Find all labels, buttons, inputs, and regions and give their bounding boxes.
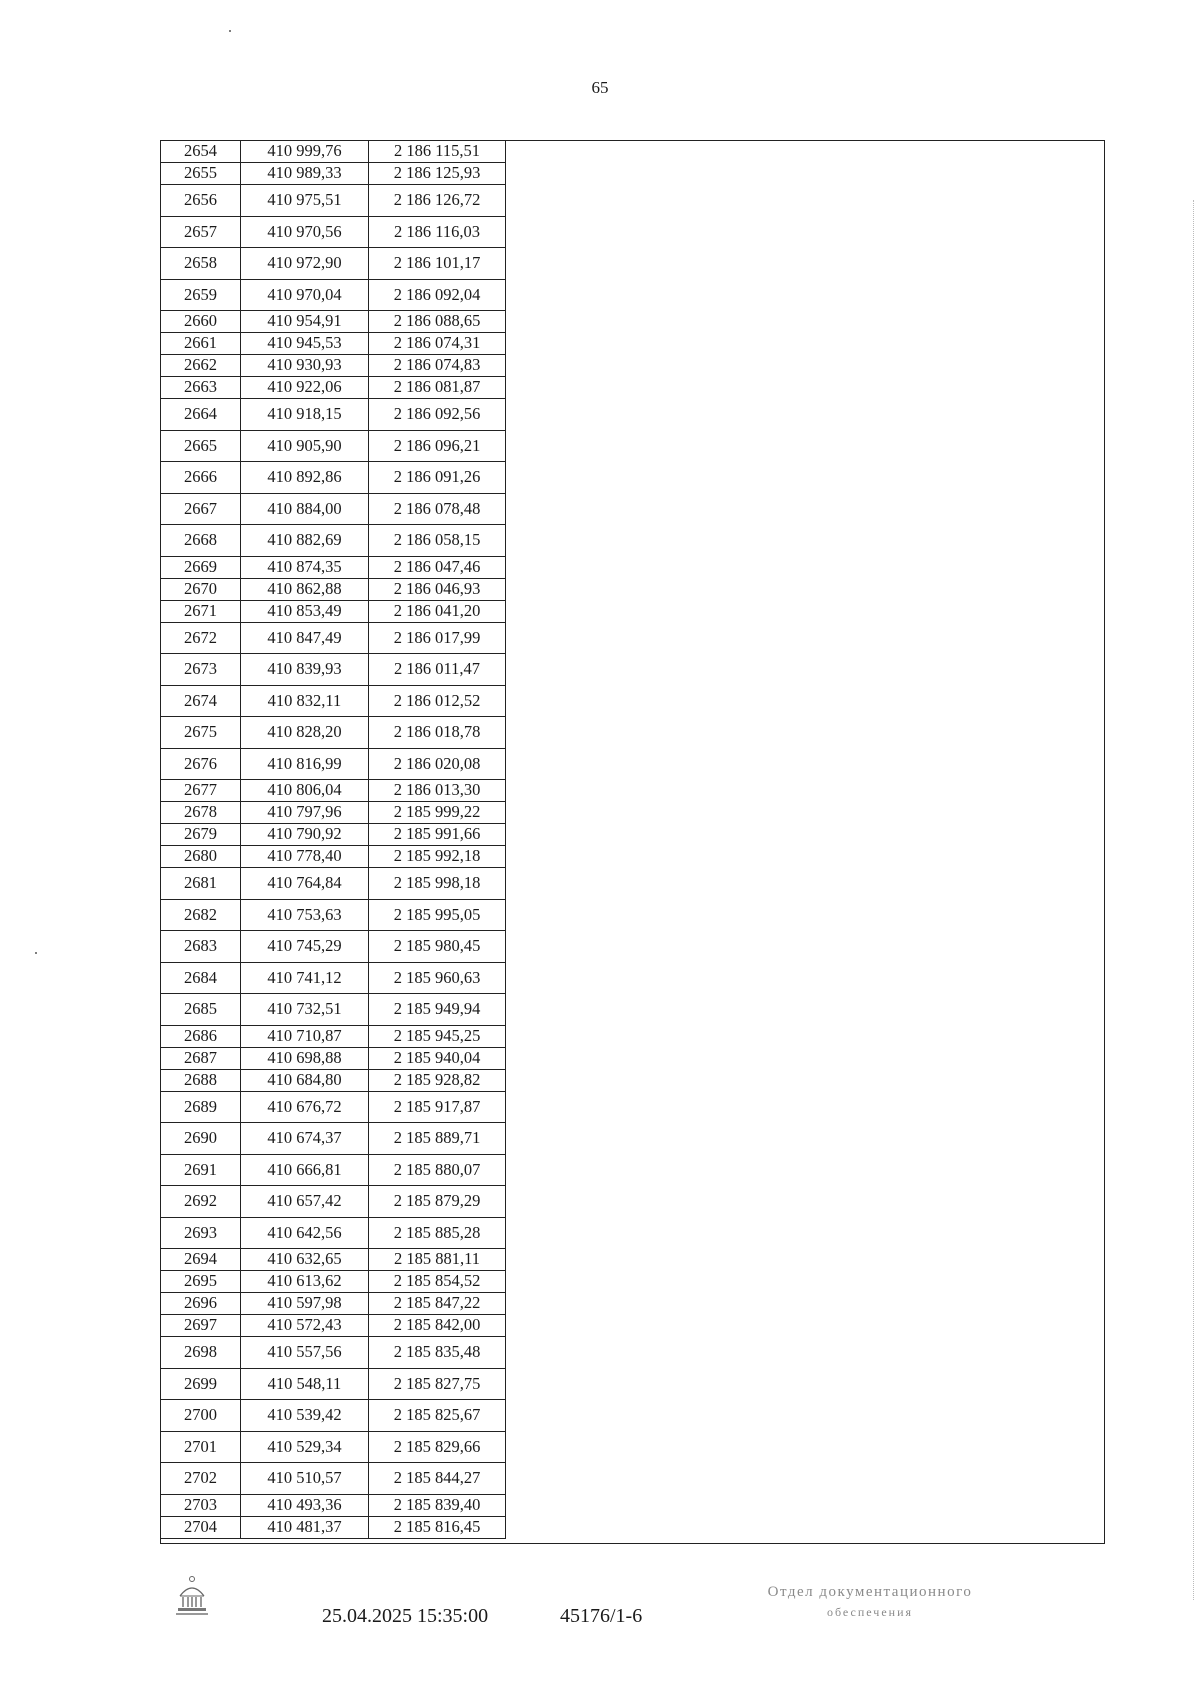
y-coordinate-cell: 2 186 096,21 (369, 430, 506, 462)
table-row (161, 1047, 506, 1069)
table-row (161, 311, 506, 333)
y-coordinate-cell: 2 185 829,66 (369, 1431, 506, 1463)
x-coordinate-cell: 410 557,56 (241, 1337, 369, 1369)
x-coordinate-cell: 410 806,04 (241, 780, 369, 802)
point-number-cell: 2690 (161, 1123, 241, 1155)
x-coordinate-cell: 410 666,81 (241, 1154, 369, 1186)
y-coordinate-cell: 2 185 992,18 (369, 846, 506, 868)
x-coordinate-cell: 410 930,93 (241, 355, 369, 377)
y-coordinate-cell: 2 185 842,00 (369, 1315, 506, 1337)
table-row (161, 1315, 506, 1337)
point-number-cell: 2689 (161, 1091, 241, 1123)
y-coordinate-cell: 2 185 940,04 (369, 1047, 506, 1069)
y-coordinate-cell: 2 186 091,26 (369, 462, 506, 494)
y-coordinate-cell: 2 186 101,17 (369, 248, 506, 280)
y-coordinate-cell: 2 185 816,45 (369, 1516, 506, 1538)
table-row (161, 399, 506, 431)
y-coordinate-cell: 2 186 041,20 (369, 600, 506, 622)
y-coordinate-cell: 2 185 880,07 (369, 1154, 506, 1186)
point-number-cell: 2698 (161, 1337, 241, 1369)
point-number-cell: 2658 (161, 248, 241, 280)
y-coordinate-cell: 2 186 092,04 (369, 279, 506, 311)
table-row (161, 525, 506, 557)
table-row (161, 1494, 506, 1516)
table-row (161, 1249, 506, 1271)
y-coordinate-cell: 2 186 081,87 (369, 377, 506, 399)
point-number-cell: 2685 (161, 994, 241, 1026)
point-number-cell: 2668 (161, 525, 241, 557)
y-coordinate-cell: 2 186 020,08 (369, 748, 506, 780)
y-coordinate-cell: 2 186 078,48 (369, 493, 506, 525)
table-row (161, 868, 506, 900)
x-coordinate-cell: 410 684,80 (241, 1069, 369, 1091)
page-number: 65 (591, 78, 609, 97)
table-row (161, 578, 506, 600)
point-number-cell: 2655 (161, 163, 241, 185)
y-coordinate-cell: 2 185 885,28 (369, 1217, 506, 1249)
point-number-cell: 2674 (161, 685, 241, 717)
y-coordinate-cell: 2 186 047,46 (369, 556, 506, 578)
point-number-cell: 2696 (161, 1293, 241, 1315)
point-number-cell: 2675 (161, 717, 241, 749)
point-number-cell: 2670 (161, 578, 241, 600)
table-row (161, 279, 506, 311)
x-coordinate-cell: 410 778,40 (241, 846, 369, 868)
point-number-cell: 2667 (161, 493, 241, 525)
x-coordinate-cell: 410 922,06 (241, 377, 369, 399)
table-row (161, 748, 506, 780)
table-row (161, 994, 506, 1026)
point-number-cell: 2682 (161, 899, 241, 931)
point-number-cell: 2660 (161, 311, 241, 333)
point-number-cell: 2676 (161, 748, 241, 780)
table-row (161, 1463, 506, 1495)
y-coordinate-cell: 2 186 046,93 (369, 578, 506, 600)
point-number-cell: 2695 (161, 1271, 241, 1293)
coordinates-table-body (161, 141, 506, 1539)
x-coordinate-cell: 410 989,33 (241, 163, 369, 185)
table-row (161, 931, 506, 963)
x-coordinate-cell: 410 999,76 (241, 141, 369, 163)
table-row (161, 717, 506, 749)
table-row (161, 780, 506, 802)
table-row (161, 430, 506, 462)
table-row (161, 1217, 506, 1249)
point-number-cell: 2701 (161, 1431, 241, 1463)
x-coordinate-cell: 410 548,11 (241, 1368, 369, 1400)
point-number-cell: 2679 (161, 824, 241, 846)
x-coordinate-cell: 410 741,12 (241, 962, 369, 994)
table-row (161, 1091, 506, 1123)
x-coordinate-cell: 410 753,63 (241, 899, 369, 931)
x-coordinate-cell: 410 862,88 (241, 578, 369, 600)
x-coordinate-cell: 410 732,51 (241, 994, 369, 1026)
point-number-cell: 2684 (161, 962, 241, 994)
x-coordinate-cell: 410 874,35 (241, 556, 369, 578)
point-number-cell: 2697 (161, 1315, 241, 1337)
point-number-cell: 2686 (161, 1025, 241, 1047)
y-coordinate-cell: 2 185 960,63 (369, 962, 506, 994)
y-coordinate-cell: 2 185 889,71 (369, 1123, 506, 1155)
x-coordinate-cell: 410 676,72 (241, 1091, 369, 1123)
x-coordinate-cell: 410 882,69 (241, 525, 369, 557)
point-number-cell: 2681 (161, 868, 241, 900)
y-coordinate-cell: 2 185 844,27 (369, 1463, 506, 1495)
y-coordinate-cell: 2 186 018,78 (369, 717, 506, 749)
point-number-cell: 2688 (161, 1069, 241, 1091)
table-row (161, 1123, 506, 1155)
scan-speck (35, 952, 37, 954)
point-number-cell: 2678 (161, 802, 241, 824)
y-coordinate-cell: 2 186 011,47 (369, 654, 506, 686)
y-coordinate-cell: 2 185 928,82 (369, 1069, 506, 1091)
x-coordinate-cell: 410 797,96 (241, 802, 369, 824)
table-row (161, 163, 506, 185)
x-coordinate-cell: 410 892,86 (241, 462, 369, 494)
point-number-cell: 2654 (161, 141, 241, 163)
x-coordinate-cell: 410 790,92 (241, 824, 369, 846)
point-number-cell: 2700 (161, 1400, 241, 1432)
table-row (161, 493, 506, 525)
table-row (161, 1368, 506, 1400)
point-number-cell: 2704 (161, 1516, 241, 1538)
y-coordinate-cell: 2 186 125,93 (369, 163, 506, 185)
stamp-line-2: обеспечения (826, 1605, 914, 1619)
y-coordinate-cell: 2 185 995,05 (369, 899, 506, 931)
point-number-cell: 2693 (161, 1217, 241, 1249)
table-row (161, 622, 506, 654)
x-coordinate-cell: 410 657,42 (241, 1186, 369, 1218)
x-coordinate-cell: 410 745,29 (241, 931, 369, 963)
x-coordinate-cell: 410 493,36 (241, 1494, 369, 1516)
point-number-cell: 2657 (161, 216, 241, 248)
y-coordinate-cell: 2 186 088,65 (369, 311, 506, 333)
x-coordinate-cell: 410 597,98 (241, 1293, 369, 1315)
table-row (161, 141, 506, 163)
table-row (161, 1025, 506, 1047)
x-coordinate-cell: 410 839,93 (241, 654, 369, 686)
coordinates-table (160, 140, 506, 1539)
point-number-cell: 2669 (161, 556, 241, 578)
point-number-cell: 2664 (161, 399, 241, 431)
point-number-cell: 2671 (161, 600, 241, 622)
point-number-cell: 2663 (161, 377, 241, 399)
point-number-cell: 2703 (161, 1494, 241, 1516)
y-coordinate-cell: 2 185 854,52 (369, 1271, 506, 1293)
x-coordinate-cell: 410 847,49 (241, 622, 369, 654)
y-coordinate-cell: 2 186 092,56 (369, 399, 506, 431)
table-row (161, 1186, 506, 1218)
table-row (161, 846, 506, 868)
footer-document-code: 45176/1-6 (560, 1605, 643, 1627)
table-row (161, 556, 506, 578)
x-coordinate-cell: 410 975,51 (241, 185, 369, 217)
y-coordinate-cell: 2 186 058,15 (369, 525, 506, 557)
y-coordinate-cell: 2 186 115,51 (369, 141, 506, 163)
table-row (161, 824, 506, 846)
table-row (161, 248, 506, 280)
x-coordinate-cell: 410 613,62 (241, 1271, 369, 1293)
y-coordinate-cell: 2 186 017,99 (369, 622, 506, 654)
y-coordinate-cell: 2 185 917,87 (369, 1091, 506, 1123)
point-number-cell: 2680 (161, 846, 241, 868)
table-row (161, 377, 506, 399)
y-coordinate-cell: 2 186 126,72 (369, 185, 506, 217)
table-row (161, 355, 506, 377)
x-coordinate-cell: 410 572,43 (241, 1315, 369, 1337)
x-coordinate-cell: 410 539,42 (241, 1400, 369, 1432)
table-row (161, 1400, 506, 1432)
y-coordinate-cell: 2 185 881,11 (369, 1249, 506, 1271)
point-number-cell: 2666 (161, 462, 241, 494)
y-coordinate-cell: 2 185 827,75 (369, 1368, 506, 1400)
table-row (161, 185, 506, 217)
footer-datetime: 25.04.2025 15:35:00 (322, 1605, 489, 1627)
point-number-cell: 2694 (161, 1249, 241, 1271)
table-row (161, 1431, 506, 1463)
table-row (161, 1293, 506, 1315)
y-coordinate-cell: 2 185 839,40 (369, 1494, 506, 1516)
x-coordinate-cell: 410 905,90 (241, 430, 369, 462)
point-number-cell: 2665 (161, 430, 241, 462)
point-number-cell: 2687 (161, 1047, 241, 1069)
y-coordinate-cell: 2 185 980,45 (369, 931, 506, 963)
table-row (161, 899, 506, 931)
x-coordinate-cell: 410 972,90 (241, 248, 369, 280)
point-number-cell: 2662 (161, 355, 241, 377)
x-coordinate-cell: 410 710,87 (241, 1025, 369, 1047)
stamp-line-1: Отдел документационного (767, 1584, 973, 1600)
y-coordinate-cell: 2 185 949,94 (369, 994, 506, 1026)
point-number-cell: 2691 (161, 1154, 241, 1186)
point-number-cell: 2702 (161, 1463, 241, 1495)
table-row (161, 1516, 506, 1538)
y-coordinate-cell: 2 185 945,25 (369, 1025, 506, 1047)
x-coordinate-cell: 410 510,57 (241, 1463, 369, 1495)
y-coordinate-cell: 2 185 847,22 (369, 1293, 506, 1315)
y-coordinate-cell: 2 186 012,52 (369, 685, 506, 717)
point-number-cell: 2659 (161, 279, 241, 311)
x-coordinate-cell: 410 853,49 (241, 600, 369, 622)
table-row (161, 685, 506, 717)
point-number-cell: 2683 (161, 931, 241, 963)
point-number-cell: 2692 (161, 1186, 241, 1218)
y-coordinate-cell: 2 186 074,83 (369, 355, 506, 377)
point-number-cell: 2699 (161, 1368, 241, 1400)
x-coordinate-cell: 410 481,37 (241, 1516, 369, 1538)
point-number-cell: 2677 (161, 780, 241, 802)
x-coordinate-cell: 410 764,84 (241, 868, 369, 900)
table-row (161, 216, 506, 248)
table-row (161, 802, 506, 824)
table-row (161, 1069, 506, 1091)
point-number-cell: 2672 (161, 622, 241, 654)
table-row (161, 1337, 506, 1369)
table-row (161, 1154, 506, 1186)
y-coordinate-cell: 2 185 825,67 (369, 1400, 506, 1432)
point-number-cell: 2673 (161, 654, 241, 686)
y-coordinate-cell: 2 185 998,18 (369, 868, 506, 900)
table-row (161, 962, 506, 994)
x-coordinate-cell: 410 954,91 (241, 311, 369, 333)
x-coordinate-cell: 410 918,15 (241, 399, 369, 431)
scan-speck (229, 30, 231, 32)
x-coordinate-cell: 410 884,00 (241, 493, 369, 525)
y-coordinate-cell: 2 185 991,66 (369, 824, 506, 846)
y-coordinate-cell: 2 186 116,03 (369, 216, 506, 248)
y-coordinate-cell: 2 185 999,22 (369, 802, 506, 824)
x-coordinate-cell: 410 816,99 (241, 748, 369, 780)
table-row (161, 600, 506, 622)
y-coordinate-cell: 2 185 835,48 (369, 1337, 506, 1369)
department-stamp (720, 1582, 1020, 1622)
x-coordinate-cell: 410 828,20 (241, 717, 369, 749)
x-coordinate-cell: 410 945,53 (241, 333, 369, 355)
x-coordinate-cell: 410 970,56 (241, 216, 369, 248)
y-coordinate-cell: 2 186 013,30 (369, 780, 506, 802)
table-row (161, 1271, 506, 1293)
x-coordinate-cell: 410 642,56 (241, 1217, 369, 1249)
x-coordinate-cell: 410 970,04 (241, 279, 369, 311)
x-coordinate-cell: 410 674,37 (241, 1123, 369, 1155)
table-row (161, 462, 506, 494)
x-coordinate-cell: 410 632,65 (241, 1249, 369, 1271)
table-row (161, 333, 506, 355)
point-number-cell: 2656 (161, 185, 241, 217)
x-coordinate-cell: 410 529,34 (241, 1431, 369, 1463)
y-coordinate-cell: 2 185 879,29 (369, 1186, 506, 1218)
y-coordinate-cell: 2 186 074,31 (369, 333, 506, 355)
archive-logo-icon (172, 1574, 212, 1620)
scan-edge-marks (1189, 200, 1194, 1600)
point-number-cell: 2661 (161, 333, 241, 355)
table-row (161, 654, 506, 686)
x-coordinate-cell: 410 698,88 (241, 1047, 369, 1069)
x-coordinate-cell: 410 832,11 (241, 685, 369, 717)
